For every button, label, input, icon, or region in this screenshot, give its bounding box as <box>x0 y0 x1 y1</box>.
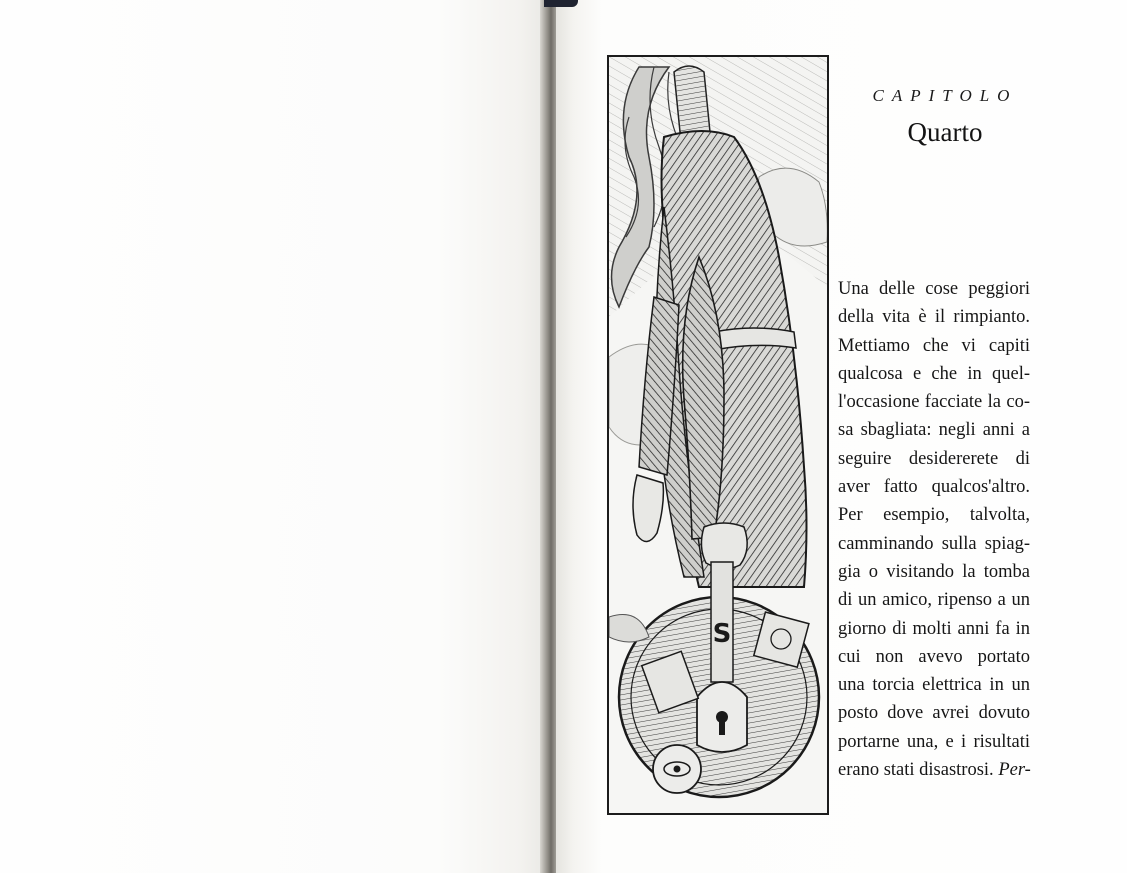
text-line: seguire desidererete di <box>838 448 1030 469</box>
chapter-label: CAPITOLO <box>872 86 1018 105</box>
last-line-plain: erano stati disastrosi. <box>838 760 994 781</box>
chapter-illustration <box>607 55 829 815</box>
bookmark-ribbon <box>544 0 578 7</box>
text-line: Una delle cose peggiori <box>838 279 1030 299</box>
text-line: giorno di molti anni fa in <box>838 618 1030 639</box>
text-line: l'occasione facciate la co- <box>838 392 1030 413</box>
last-line-italic: Per- <box>998 760 1031 781</box>
text-line: gia o visitando la tomba <box>838 561 1030 582</box>
text-line: una torcia elettrica in un <box>838 675 1030 696</box>
text-line: posto dove avrei dovuto <box>838 703 1030 724</box>
left-page-blank <box>0 0 548 873</box>
chapter-title: Quarto <box>907 117 983 147</box>
text-line: qualcosa e che in quel- <box>838 363 1030 384</box>
text-line: Mettiamo che vi capiti <box>838 335 1030 356</box>
text-line: portarne una, e i risultati <box>838 731 1030 752</box>
text-line: sa sbagliata: negli anni a <box>838 420 1030 441</box>
standing-figure-with-suitcase-illustration <box>609 57 827 813</box>
text-line: cui non avevo portato <box>838 646 1030 667</box>
text-line: camminando sulla spiag- <box>838 533 1030 554</box>
text-line: di un amico, ripenso a un <box>838 590 1030 611</box>
text-line: Per esempio, talvolta, <box>838 505 1030 526</box>
text-line: aver fatto qualcos'altro. <box>838 477 1030 498</box>
suitcase-tag: S <box>712 619 732 649</box>
text-line-last <box>838 756 1030 784</box>
text-line: della vita è il rimpianto. <box>838 307 1030 328</box>
chapter-body-text <box>838 275 1030 784</box>
